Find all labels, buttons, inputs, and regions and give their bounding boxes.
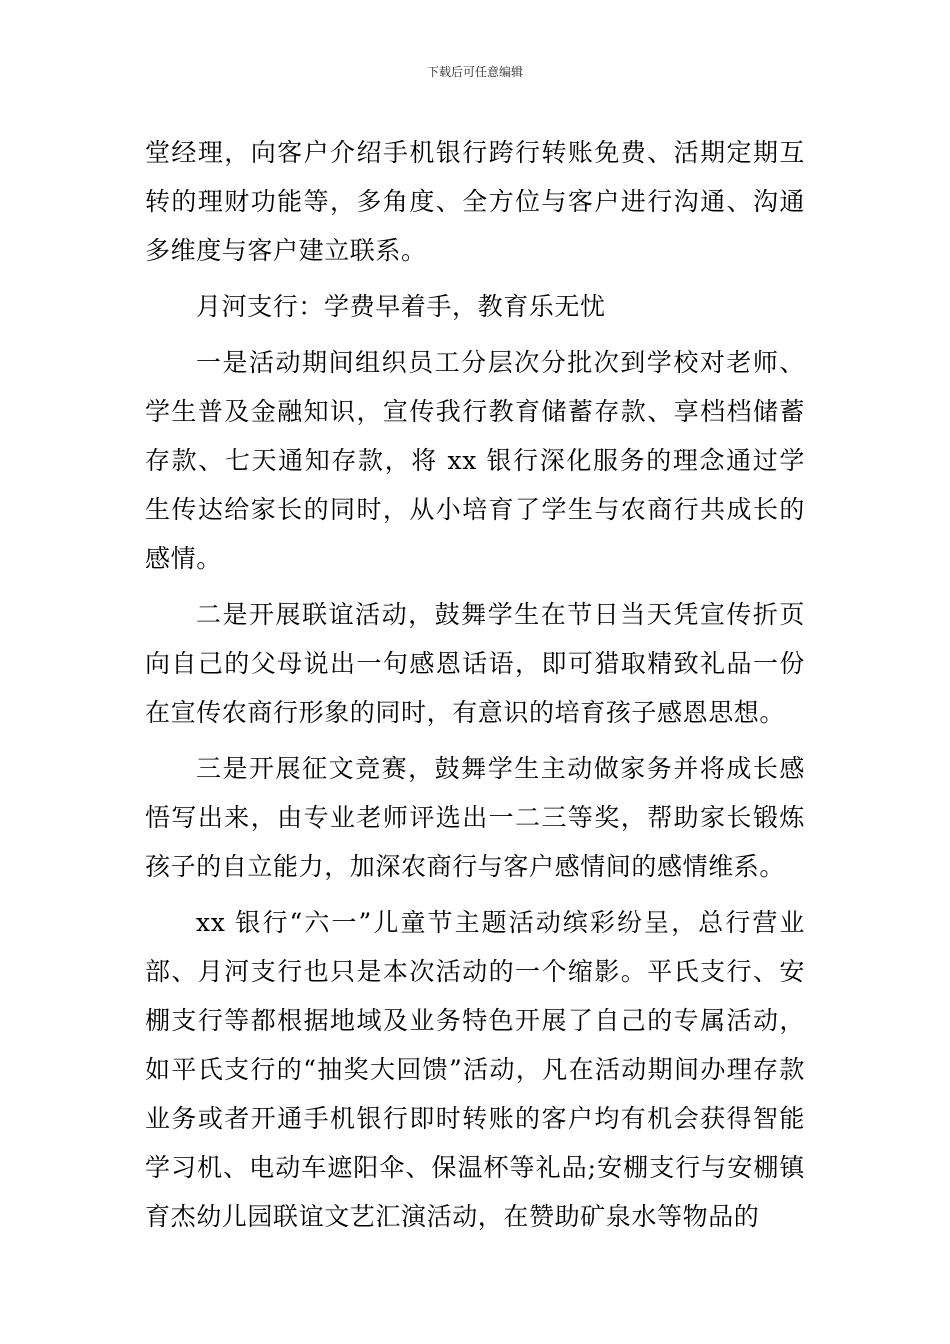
section-heading: 月河支行：学费早着手，教育乐无忧 (196, 292, 606, 321)
paragraph: xx 银行“六一”儿童节主题活动缤彩纷呈，总行营业部、月河支行也只是本次活动的一个缩影。平氏支行、安棚支行等都根据地域及业务特色开展了自己的专属活动，如平氏支行的“抽奖大回馈”活动，凡在活动期间办理存款业务或者开通手机银行即时转账的客户均有机会获得智能学习机、电动车遮阳伞、保温杯等礼品;安棚支行与安棚镇育杰幼儿园联谊文艺汇演活动，在赞助矿泉水等物品的 (145, 908, 805, 1231)
paragraph: 三是开展征文竞赛，鼓舞学生主动做家务并将成长感悟写出来，由专业老师评选出一二三等奖，帮助家长锻炼孩子的自立能力，加深农商行与客户感情间的感情维系。 (145, 754, 805, 881)
document-body (145, 128, 805, 1248)
paragraph: 一是活动期间组织员工分层次分批次到学校对老师、学生普及金融知识，宣传我行教育储蓄存款、享档档储蓄存款、七天通知存款，将 xx 银行深化服务的理念通过学生传达给家长的同时，从小培育了学生与农商行共成长的感情。 (145, 348, 805, 573)
paragraph: 二是开展联谊活动，鼓舞学生在节日当天凭宣传折页向自己的父母说出一句感恩话语，即可猎取精致礼品一份在宣传农商行形象的同时，有意识的培育孩子感恩思想。 (145, 600, 805, 727)
paragraph-continued: 堂经理，向客户介绍手机银行跨行转账免费、活期定期互转的理财功能等，多角度、全方位与客户进行沟通、沟通多维度与客户建立联系。 (145, 138, 805, 265)
page-header: 下载后可任意编辑 (426, 65, 523, 79)
